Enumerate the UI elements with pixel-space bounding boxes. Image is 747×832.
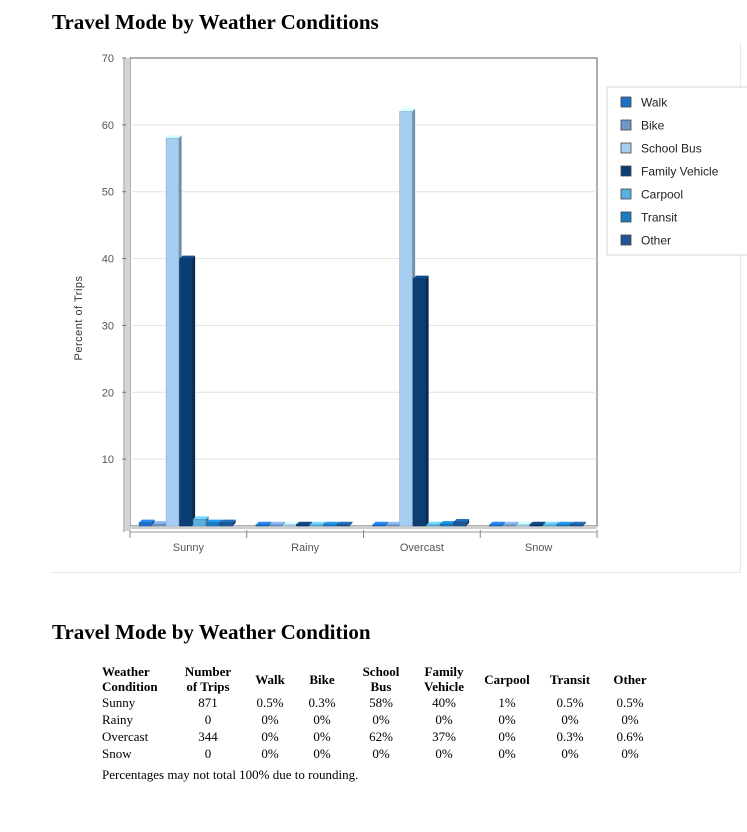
table-cell: 0% [498, 729, 516, 744]
table-cell: Sunny [102, 695, 136, 710]
table-cell: 0% [261, 746, 279, 761]
bar-family-vehicle-overcast [413, 276, 429, 526]
table-header-cell [172, 664, 244, 694]
table-cell: 0 [204, 746, 212, 761]
x-tick-label-snow: Snow [524, 542, 553, 554]
table-header-cell [474, 664, 540, 694]
table-header-row [102, 664, 660, 694]
bar-transit-sunny [207, 520, 223, 526]
table-title: Travel Mode by Weather Condition [52, 620, 371, 644]
table-cell: 0 [204, 712, 212, 727]
legend-label-carpool: Carpool [641, 187, 684, 202]
table-header-cell [540, 664, 600, 694]
table-cell: 40% [432, 695, 456, 710]
legend-label-walk: Walk [641, 95, 668, 110]
legend-label-bike: Bike [641, 118, 665, 133]
table-header-text: Carpool [484, 671, 530, 687]
table-row [102, 728, 660, 745]
table-cell: 0.5% [556, 695, 584, 710]
table-header-cell [600, 664, 660, 694]
y-tick-label: 10 [101, 454, 114, 467]
table-cell: 0.5% [616, 695, 644, 710]
table-cell: 0.3% [556, 729, 584, 744]
chart-title: Travel Mode by Weather Conditions [52, 10, 379, 34]
x-tick-label-sunny: Sunny [172, 542, 204, 554]
legend-swatch-walk [621, 97, 631, 107]
y-tick-label: 20 [101, 387, 114, 400]
legend-swatch-other [621, 235, 631, 245]
legend-label-school-bus: School Bus [641, 141, 702, 156]
legend-swatch-school-bus [621, 143, 631, 153]
bar-school-bus-sunny [166, 135, 182, 526]
table-cell: 0.3% [308, 695, 336, 710]
legend-label-transit: Transit [641, 210, 678, 225]
bar-school-bus-overcast [400, 108, 416, 526]
table-cell: 0% [498, 712, 516, 727]
table-cell: 0% [561, 712, 579, 727]
table-cell: 0.6% [616, 729, 644, 744]
table-header-cell [348, 664, 414, 694]
table-cell: 58% [369, 695, 393, 710]
table-row [102, 711, 660, 728]
table-header-text: Condition [102, 679, 158, 694]
y-tick-label: 70 [101, 53, 114, 65]
table-cell: 0% [621, 712, 639, 727]
bar-family-vehicle-sunny [180, 256, 196, 526]
table-cell: 0% [621, 746, 639, 761]
table-header-cell [414, 664, 474, 694]
table-cell: 0% [561, 746, 579, 761]
y-tick-label: 30 [101, 320, 114, 333]
bar-walk-sunny [139, 520, 155, 526]
table-cell: 62% [369, 729, 393, 744]
table-cell: 1% [498, 695, 516, 710]
y-axis-label: Percent of Trips [73, 275, 85, 361]
table-cell: 0% [372, 746, 390, 761]
plot-floor [125, 526, 597, 529]
table-body [102, 694, 660, 762]
table-cell: 0% [313, 746, 331, 761]
table-cell: 0% [498, 746, 516, 761]
table-cell: 0% [261, 729, 279, 744]
legend-swatch-carpool [621, 189, 631, 199]
y-tick-label: 50 [101, 186, 114, 199]
table-header-text: Other [613, 671, 647, 687]
table-header-cell [296, 664, 348, 694]
plot-frame [130, 58, 597, 526]
table-header-text: of Trips [186, 679, 230, 694]
table-cell: 0% [261, 712, 279, 727]
table-row [102, 745, 660, 762]
y-tick-label: 40 [101, 253, 114, 266]
table-cell: 344 [198, 729, 218, 744]
bar-other-overcast [454, 519, 470, 526]
table-cell: Rainy [102, 712, 134, 727]
table-header-text: School [362, 664, 400, 679]
table-footnote: Percentages may not total 100% due to rounding. [102, 767, 359, 782]
legend-swatch-transit [621, 212, 631, 222]
table-header-text: Weather [102, 664, 150, 679]
plot-left-wall [125, 58, 130, 531]
bar-other-sunny [220, 520, 236, 526]
legend-swatch-family-vehicle [621, 166, 631, 176]
table-cell: Overcast [102, 729, 149, 744]
table-header-text: Bus [370, 679, 392, 694]
legend-label-family-vehicle: Family Vehicle [641, 164, 719, 179]
table-header-text: Bike [309, 671, 335, 687]
table-cell: 0% [435, 712, 453, 727]
table-header-text: Family [424, 664, 464, 679]
legend-label-other: Other [641, 233, 672, 248]
table-cell: 0.5% [256, 695, 284, 710]
x-tick-label-overcast: Overcast [399, 542, 444, 554]
x-tick-label-rainy: Rainy [291, 542, 320, 554]
bar-bike-sunny [153, 521, 169, 526]
bar-transit-overcast [440, 521, 456, 526]
y-tick-label: 60 [101, 119, 114, 132]
table-header-text: Vehicle [424, 679, 464, 694]
table-cell: 871 [198, 695, 218, 710]
table-cell: 0% [313, 729, 331, 744]
table-header-text: Transit [549, 671, 591, 687]
data-table [102, 664, 660, 762]
table-header-cell [244, 664, 296, 694]
bar-carpool-sunny [193, 516, 209, 526]
table-cell: Snow [102, 746, 132, 761]
table-header-text: Walk [255, 671, 285, 687]
table-cell: 37% [432, 729, 456, 744]
table-header-text: Number [184, 664, 232, 679]
table-cell: 0% [372, 712, 390, 727]
table-cell: 0% [435, 746, 453, 761]
table-header-cell [102, 664, 172, 694]
table-cell: 0% [313, 712, 331, 727]
table-row [102, 694, 660, 711]
legend-swatch-bike [621, 120, 631, 130]
